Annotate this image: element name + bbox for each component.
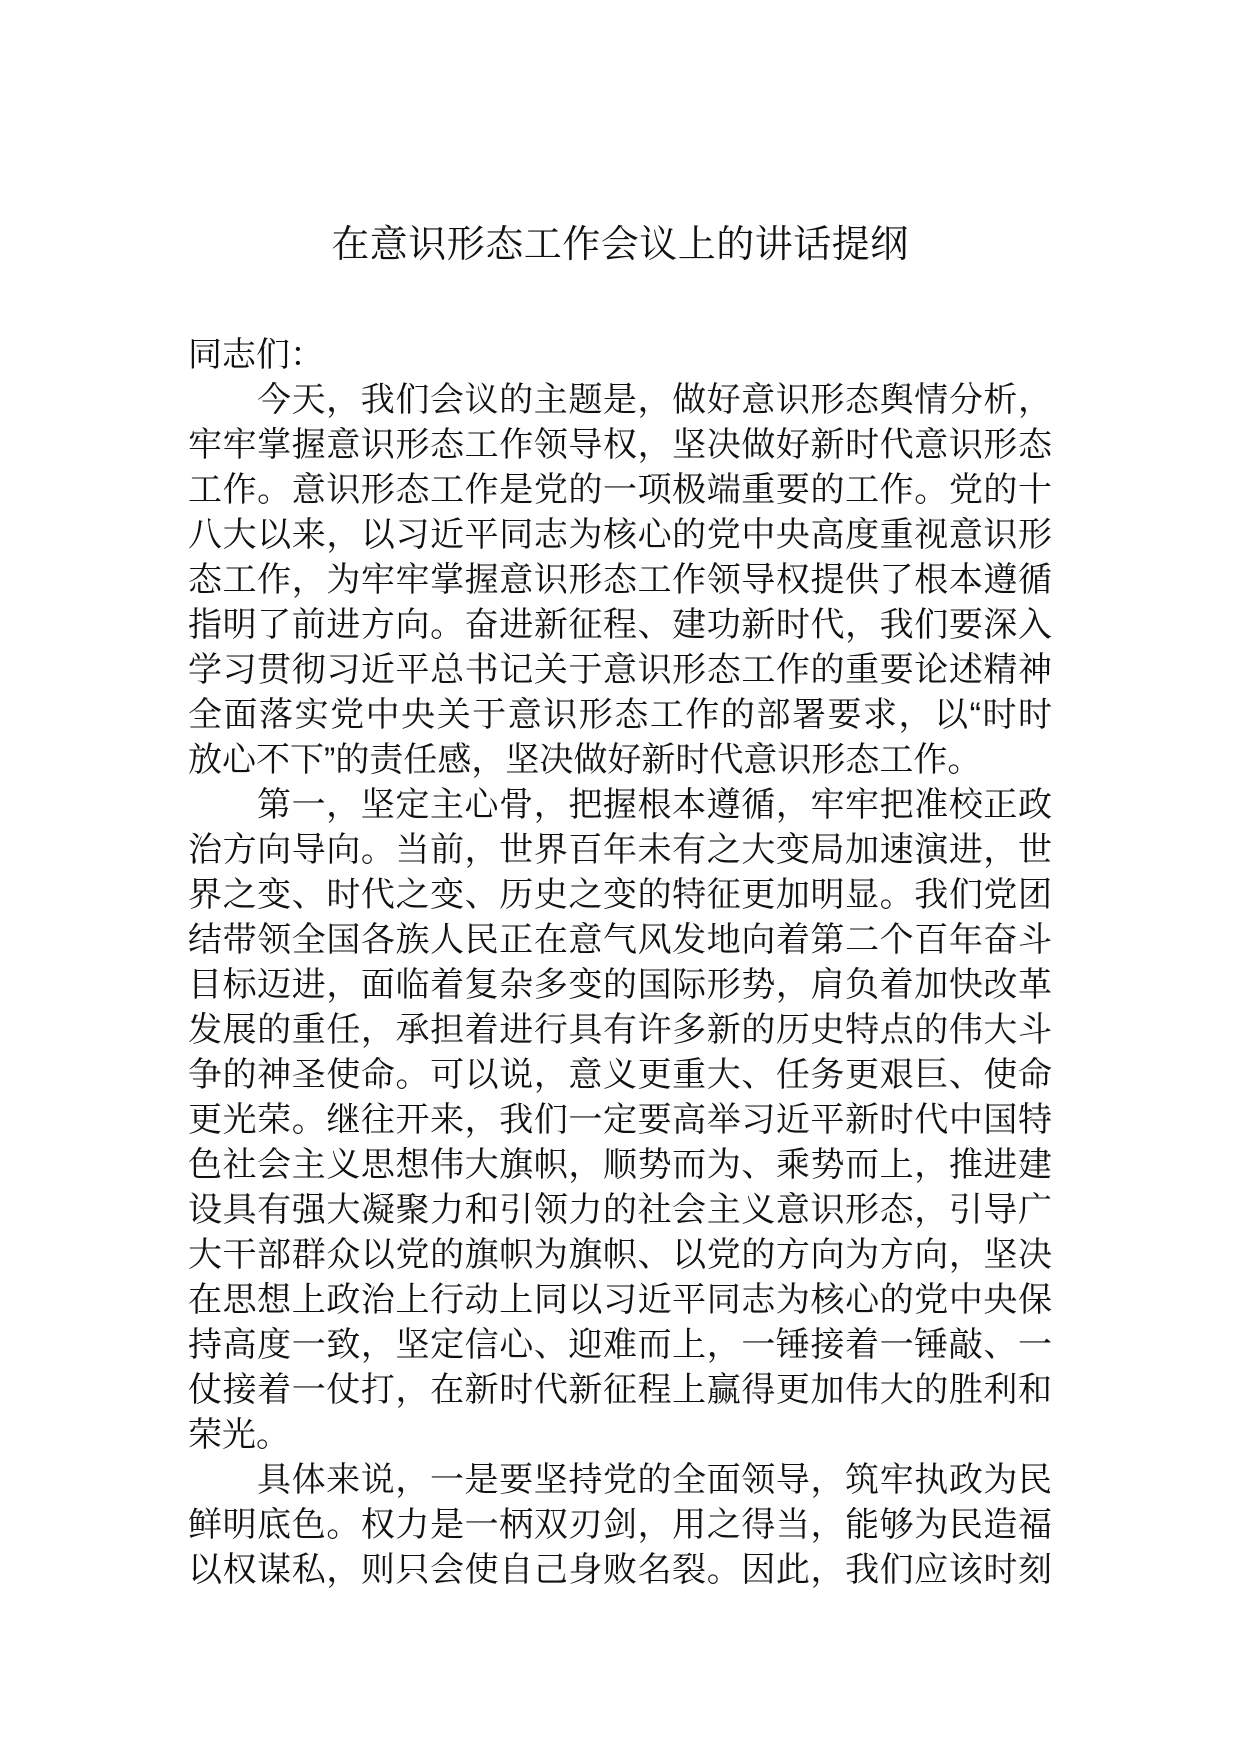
paragraph-line: 今天，我们会议的主题是，做好意识形态舆情分析， xyxy=(257,381,1052,419)
paragraph-line: 牢牢掌握意识形态工作领导权，坚决做好新时代意识形态 xyxy=(188,426,1052,464)
paragraph-line: 发展的重任，承担着进行具有许多新的历史特点的伟大斗 xyxy=(188,1011,1052,1049)
document-title: 在意识形态工作会议上的讲话提纲 xyxy=(331,224,909,266)
paragraph-line: 更光荣。继往开来，我们一定要高举习近平新时代中国特 xyxy=(188,1101,1052,1139)
paragraph-line: 设具有强大凝聚力和引领力的社会主义意识形态，引导广 xyxy=(188,1191,1052,1229)
paragraph-line: 结带领全国各族人民正在意气风发地向着第二个百年奋斗 xyxy=(188,921,1052,959)
paragraph-line: 指明了前进方向。奋进新征程、建功新时代，我们要深入 xyxy=(188,606,1052,644)
document-body xyxy=(188,333,1052,1593)
paragraph-line: 荣光。 xyxy=(188,1416,290,1454)
paragraph-line: 鲜明底色。权力是一柄双刃剑，用之得当，能够为民造福 xyxy=(188,1506,1052,1544)
paragraph-line: 界之变、时代之变、历史之变的特征更加明显。我们党团 xyxy=(188,876,1052,914)
paragraph-line: 以权谋私，则只会使自己身败名裂。因此，我们应该时刻 xyxy=(188,1551,1052,1589)
paragraph-line: 第一，坚定主心骨，把握根本遵循，牢牢把准校正政 xyxy=(257,786,1052,824)
paragraph-line: 工作。意识形态工作是党的一项极端重要的工作。党的十 xyxy=(188,471,1052,509)
paragraph-line: 具体来说，一是要坚持党的全面领导，筑牢执政为民 xyxy=(257,1461,1052,1499)
paragraph-line: 目标迈进，面临着复杂多变的国际形势，肩负着加快改革 xyxy=(188,966,1052,1004)
paragraph-line: 在思想上政治上行动上同以习近平同志为核心的党中央保 xyxy=(188,1281,1052,1319)
paragraph-line: 大干部群众以党的旗帜为旗帜、以党的方向为方向，坚决 xyxy=(188,1236,1052,1274)
paragraph-line: 持高度一致，坚定信心、迎难而上，一锤接着一锤敲、一 xyxy=(188,1326,1052,1364)
paragraph-line: 八大以来，以习近平同志为核心的党中央高度重视意识形 xyxy=(188,516,1052,554)
paragraph-line: 治方向导向。当前，世界百年未有之大变局加速演进，世 xyxy=(188,831,1052,869)
paragraph-line: 态工作，为牢牢掌握意识形态工作领导权提供了根本遵循 xyxy=(188,561,1052,599)
paragraph-line: 色社会主义思想伟大旗帜，顺势而为、乘势而上，推进建 xyxy=(188,1146,1052,1184)
paragraph-line: 仗接着一仗打，在新时代新征程上赢得更加伟大的胜利和 xyxy=(188,1371,1052,1409)
paragraph-line: 放心不下”的责任感，坚决做好新时代意识形态工作。 xyxy=(188,741,982,779)
salutation: 同志们： xyxy=(188,336,324,374)
paragraph-line: 学习贯彻习近平总书记关于意识形态工作的重要论述精神 xyxy=(188,651,1052,689)
paragraph-line: 全面落实党中央关于意识形态工作的部署要求，以“时时 xyxy=(188,696,1052,734)
paragraph-line: 争的神圣使命。可以说，意义更重大、任务更艰巨、使命 xyxy=(188,1056,1052,1094)
